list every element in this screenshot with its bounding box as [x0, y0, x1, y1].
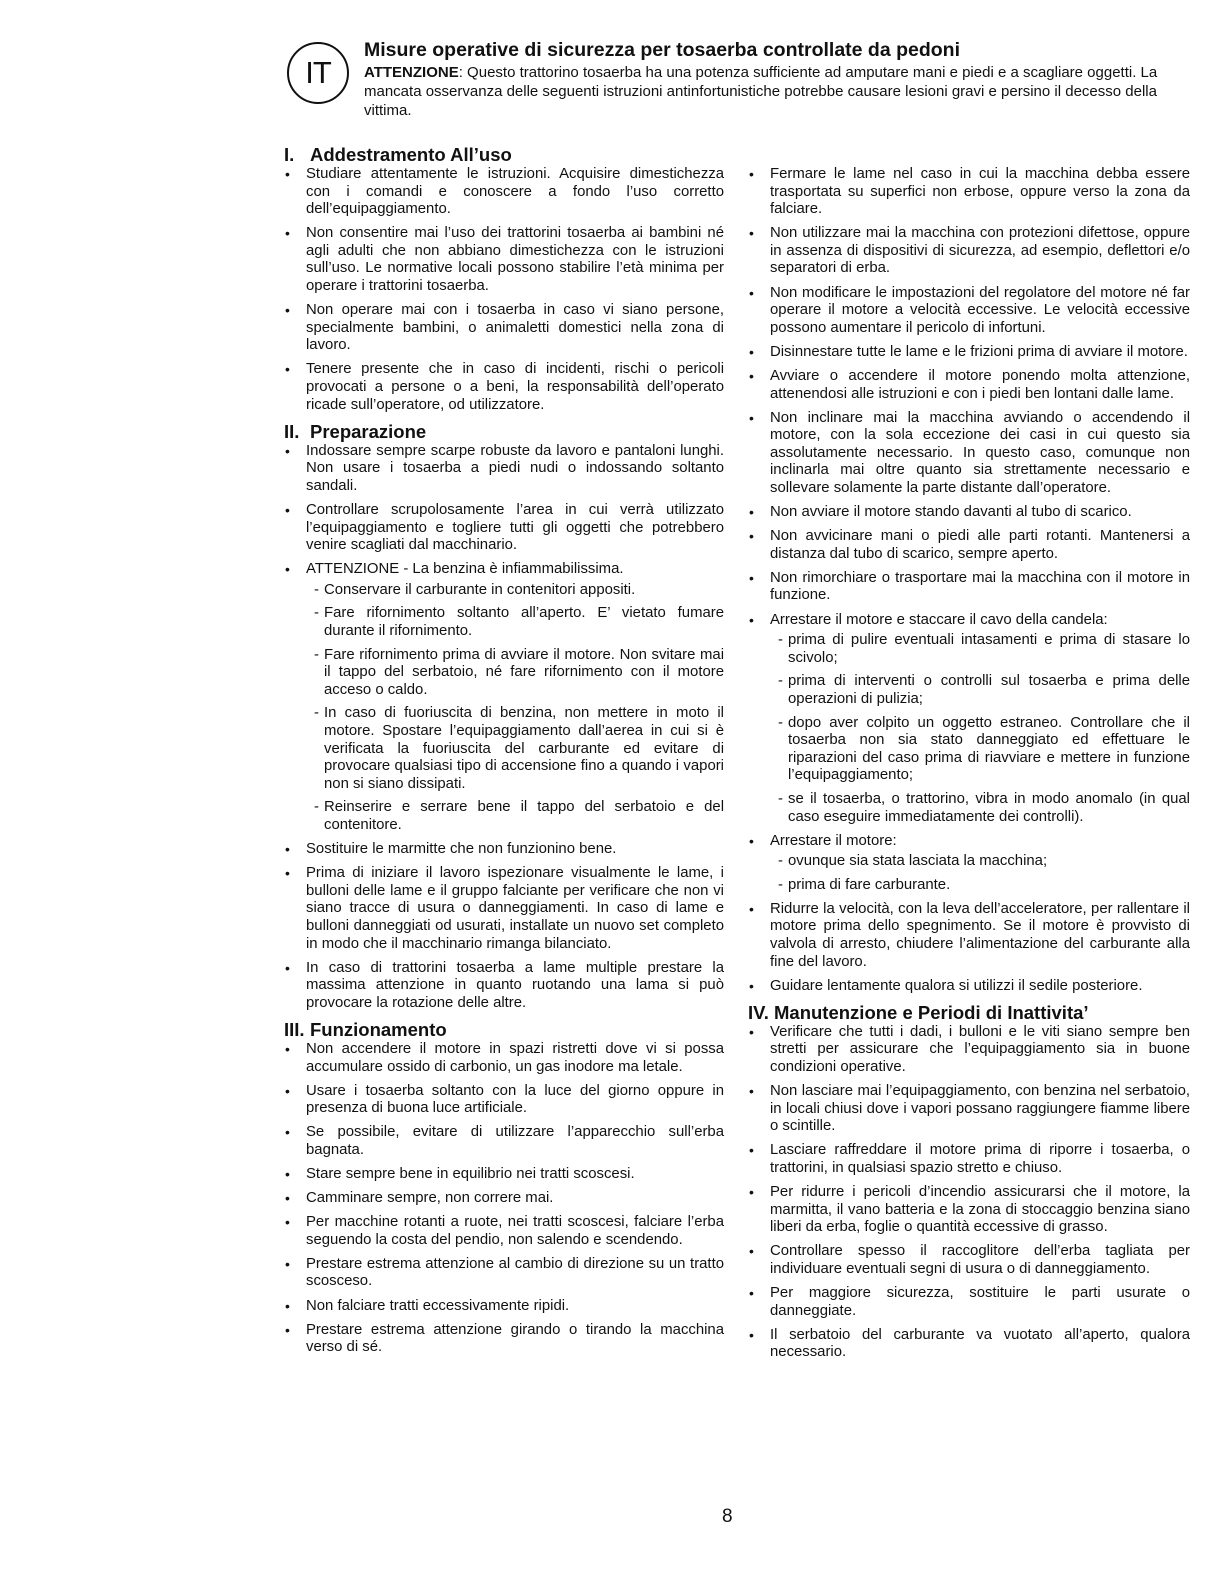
sub-item: - Fare rifornimento prima di avviare il motore. Non svitare mai il tappo del serbatoio, né fare rifornimento con il motore acceso o caldo.: [310, 647, 724, 700]
list-item: • Non falciare tratti eccessivamente ripidi.: [284, 1298, 724, 1316]
list-item-fuel-warning: [284, 561, 724, 834]
sub-item: - prima di interventi o controlli sul tosaerba e prima delle operazioni di pulizia;: [774, 673, 1190, 708]
list-item: • Verificare che tutti i dadi, i bulloni e le viti siano sempre ben stretti per assicurare che l’equipaggiamento sia in buone condizioni operative.: [748, 1024, 1190, 1077]
list-item: • Prima di iniziare il lavoro ispezionare visualmente le lame, i bulloni delle lame e il gruppo falciante per verificare che non vi siano tracce di usura o danneggiamenti. In caso di lame e bulloni danneggiati od usurati, installate un nuovo set completo in modo che il macchinario rimanga bilanciato.: [284, 865, 724, 953]
language-badge: IT: [287, 42, 349, 104]
list-item: • Controllare scrupolosamente l’area in cui verrà utilizzato l’equipaggiamento e togliere tutti gli oggetti che potrebbero venire scagliati dal macchinario.: [284, 502, 724, 555]
sub-item: - Reinserire e serrare bene il tappo del serbatoio e del contenitore.: [310, 799, 724, 834]
list-item: • Indossare sempre scarpe robuste da lavoro e pantaloni lunghi. Non usare i tosaerba a piedi nudi o indossando soltanto sandali.: [284, 443, 724, 496]
warning-label: ATTENZIONE: [364, 64, 459, 81]
list-item: • Per macchine rotanti a ruote, nei tratti scoscesi, falciare l’erba seguendo la costa del pendio, non salendo e scendendo.: [284, 1214, 724, 1249]
list-item: • Avviare o accendere il motore ponendo molta attenzione, attenendosi alle istruzioni e con i piedi ben lontani dalle lame.: [748, 368, 1190, 403]
sub-item: - In caso di fuoriuscita di benzina, non mettere in moto il motore. Spostare l’equipaggiamento dall’aerea in cui si è verificata la fuoriuscita del carburante ed evitare di provocare qualsiasi tipo di accensione fino a quando i vapori non si siano dissipati.: [310, 705, 724, 793]
fuel-sub-list: [306, 582, 724, 835]
sub-item: - ovunque sia stata lasciata la macchina;: [774, 853, 1190, 871]
list-item: • In caso di trattorini tosaerba a lame multiple prestare la massima attenzione in quanto ruotando una lama si può provocare la rotazione delle altre.: [284, 960, 724, 1013]
list-item: • Non modificare le impostazioni del regolatore del motore né far operare il motore a velocità eccessive. Le velocità eccessive possono aumentare il pericolo di infortuni.: [748, 285, 1190, 338]
warning-text: : Questo trattorino tosaerba ha una potenza sufficiente ad amputare mani e piedi e a scagliare oggetti. La mancata osservanza delle seguenti istruzioni antinfortunistiche potrebbe causare lesioni gravi e persino il decesso della vittima.: [364, 64, 1158, 119]
list-item: • Sostituire le marmitte che non funzionino bene.: [284, 841, 724, 859]
list-item: • Non rimorchiare o trasportare mai la macchina con il motore in funzione.: [748, 570, 1190, 605]
safety-header: [364, 38, 1192, 120]
sub-item: - Conservare il carburante in contenitori appositi.: [310, 582, 724, 600]
page-title: Misure operative di sicurezza per tosaerba controllate da pedoni: [364, 39, 960, 61]
list-item: • Prestare estrema attenzione al cambio di direzione su un tratto scosceso.: [284, 1256, 724, 1291]
list-item: • Fermare le lame nel caso in cui la macchina debba essere trasportata su superfici non erbose, oppure verso la zona da falciare.: [748, 166, 1190, 219]
list-item: • Non consentire mai l’uso dei trattorini tosaerba ai bambini né agli adulti che non abbiano dimestichezza con le istruzioni sull’uso. Le normative locali possono stabilire l’età minima per operare i trattorini tosaerba.: [284, 225, 724, 295]
list-item: • Non inclinare mai la macchina avviando o accendendo il motore, con la sola eccezione dei casi in cui questo sia assolutamente necessario. In questo caso, comunque non inclinarla mai oltre quanto sia strettamente necessario e sollevare solamente la parte distante dall’operatore.: [748, 410, 1190, 498]
section-heading-1: I. Addestramento All’uso: [284, 144, 512, 165]
section-3-list-continued: [748, 166, 1190, 995]
list-item: • Camminare sempre, non correre mai.: [284, 1190, 724, 1208]
section-4-list: [748, 1024, 1190, 1362]
list-item: • Non operare mai con i tosaerba in caso vi siano persone, specialmente bambini, o animaletti domestici nella zona di lavoro.: [284, 302, 724, 355]
sub-item: - dopo aver colpito un oggetto estraneo. Controllare che il tosaerba non sia stato danneggiato ed effettuare le riparazioni del caso prima di riavviare e mettere in funzione l’equipaggiamento;: [774, 715, 1190, 785]
list-item: • Per maggiore sicurezza, sostituire le parti usurate o danneggiate.: [748, 1285, 1190, 1320]
list-item: • Ridurre la velocità, con la leva dell’acceleratore, per rallentare il motore prima dello spegnimento. Se il motore è provvisto di valvola di arresto, chiudere l’alimentazione del carburante alla fine del lavoro.: [748, 901, 1190, 971]
list-item: • Tenere presente che in caso di incidenti, rischi o pericoli provocati a persone o a beni, la responsabilità dell’operato ricade sull’operatore, od utilizzatore.: [284, 361, 724, 414]
list-item: • Disinnestare tutte le lame e le frizioni prima di avviare il motore.: [748, 344, 1190, 362]
sub-item: - prima di pulire eventuali intasamenti e prima di stasare lo scivolo;: [774, 632, 1190, 667]
section-heading-4: IV. Manutenzione e Periodi di Inattivita’: [748, 1001, 1089, 1023]
list-item: • Studiare attentamente le istruzioni. Acquisire dimestichezza con i comandi e conoscere a fondo l’uso corretto dell’equipaggiamento.: [284, 166, 724, 219]
list-item: • Non avviare il motore stando davanti al tubo di scarico.: [748, 504, 1190, 522]
section-heading-3: III. Funzionamento: [284, 1018, 447, 1040]
stop-engine-sub-list: [770, 853, 1190, 894]
list-item: • Lasciare raffreddare il motore prima di riporre i tosaerba, o trattorini, in qualsiasi spazio stretto e chiuso.: [748, 1142, 1190, 1177]
warning-paragraph: [364, 63, 1192, 120]
list-item: • Controllare spesso il raccoglitore dell’erba tagliata per individuare eventuali segni di usura o di danneggiamento.: [748, 1243, 1190, 1278]
list-item: • Stare sempre bene in equilibrio nei tratti scoscesi.: [284, 1166, 724, 1184]
list-item: • Guidare lentamente qualora si utilizzi il sedile posteriore.: [748, 978, 1190, 996]
spark-plug-sub-list: [770, 632, 1190, 826]
sub-item: - prima di fare carburante.: [774, 877, 1190, 895]
section-heading-2: II. Preparazione: [284, 420, 427, 442]
fuel-warning-text: ATTENZIONE - La benzina è infiammabilissima.: [306, 561, 624, 578]
list-item: • Non accendere il motore in spazi ristretti dove vi si possa accumulare ossido di carbonio, un gas inodore ma letale.: [284, 1041, 724, 1076]
section-2-list: [284, 443, 724, 1013]
list-item: • Per ridurre i pericoli d’incendio assicurarsi che il motore, la marmitta, il vano batteria e la zona di stoccaggio benzina siano liberi da erba, foglie o quantità eccessive di grasso.: [748, 1184, 1190, 1237]
left-column: [284, 144, 724, 1363]
list-item: • Se possibile, evitare di utilizzare l’apparecchio sull’erba bagnata.: [284, 1124, 724, 1159]
list-item-spark-plug: [748, 612, 1190, 827]
spark-plug-text: Arrestare il motore e staccare il cavo della candela:: [770, 611, 1108, 628]
list-item: • Il serbatoio del carburante va vuotato all’aperto, qualora necessario.: [748, 1327, 1190, 1362]
list-item: • Non utilizzare mai la macchina con protezioni difettose, oppure in assenza di dispositivi di sicurezza, ad esempio, deflettori e/o separatori di erba.: [748, 225, 1190, 278]
sub-item: - Fare rifornimento soltanto all’aperto. E’ vietato fumare durante il rifornimento.: [310, 605, 724, 640]
list-item: • Non avvicinare mani o piedi alle parti rotanti. Mantenersi a distanza dal tubo di scarico, sempre aperto.: [748, 528, 1190, 563]
stop-engine-text: Arrestare il motore:: [770, 832, 897, 849]
sub-item: - se il tosaerba, o trattorino, vibra in modo anomalo (in qual caso eseguire immediatamente dei controlli).: [774, 791, 1190, 826]
list-item: • Prestare estrema attenzione girando o tirando la macchina verso di sé.: [284, 1322, 724, 1357]
list-item: • Usare i tosaerba soltanto con la luce del giorno oppure in presenza di buona luce artificiale.: [284, 1083, 724, 1118]
section-1-list: [284, 166, 724, 414]
page-number: 8: [722, 1506, 733, 1527]
list-item: • Non lasciare mai l’equipaggiamento, con benzina nel serbatoio, in locali chiusi dove i vapori possano raggiungere fiamme libere o scintille.: [748, 1083, 1190, 1136]
right-column: [748, 166, 1190, 1368]
list-item-stop-engine: [748, 833, 1190, 895]
section-3-list: [284, 1041, 724, 1357]
